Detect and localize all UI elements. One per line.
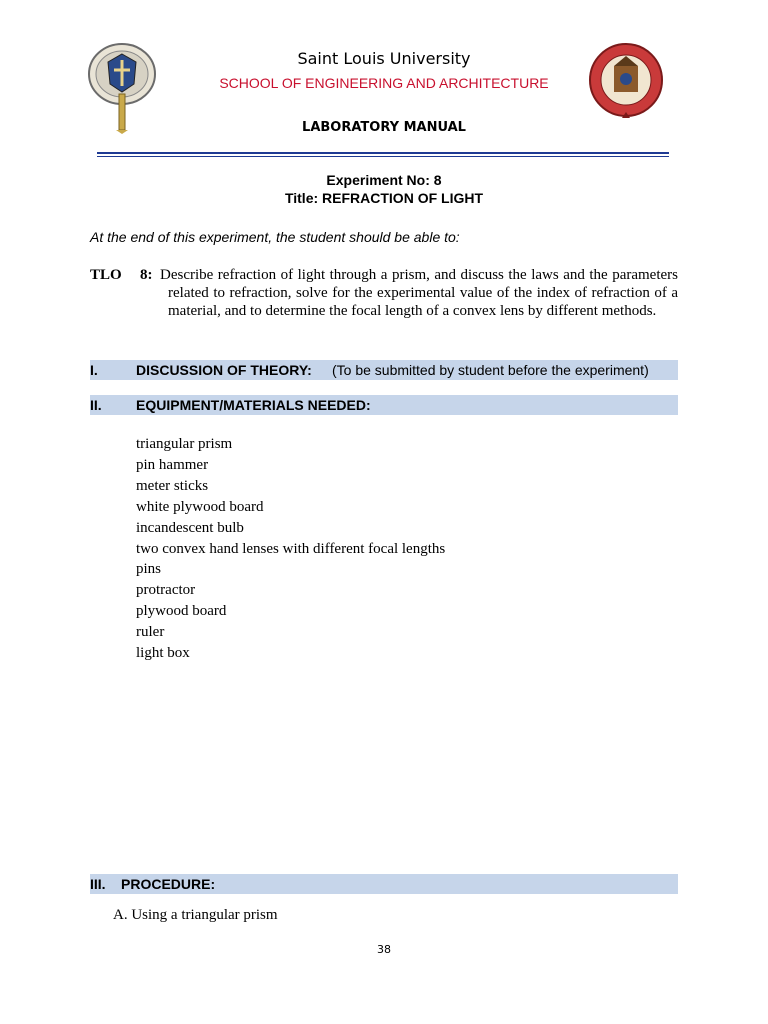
- procedure-subheading: A. Using a triangular prism: [113, 907, 278, 923]
- university-name: Saint Louis University: [297, 49, 471, 68]
- list-item: two convex hand lenses with different focal lengths: [136, 540, 446, 557]
- school-name: SCHOOL OF ENGINEERING AND ARCHITECTURE: [219, 75, 549, 91]
- equipment-list: [136, 434, 445, 664]
- section-procedure-band: [90, 874, 678, 894]
- section-procedure-heading: PROCEDURE:: [121, 876, 216, 892]
- page-number: 38: [377, 943, 391, 956]
- header-divider-thin: [97, 156, 669, 157]
- experiment-title: Title: REFRACTION OF LIGHT: [284, 190, 484, 206]
- tlo-block: [90, 266, 678, 320]
- section-equipment-heading: EQUIPMENT/MATERIALS NEEDED:: [136, 397, 371, 413]
- list-item: meter sticks: [136, 477, 209, 494]
- section-procedure-numeral: III.: [90, 876, 106, 892]
- tlo-label: TLO: [90, 267, 122, 283]
- list-item: triangular prism: [136, 436, 233, 452]
- header-divider: [97, 152, 669, 154]
- list-item: light box: [136, 645, 190, 662]
- experiment-number: Experiment No: 8: [326, 172, 442, 188]
- section-theory-numeral: I.: [90, 362, 98, 378]
- list-item: ruler: [136, 624, 165, 641]
- section-equipment-numeral: II.: [90, 397, 102, 413]
- section-theory-band: [90, 360, 678, 380]
- section-theory-note: (To be submitted by student before the experiment): [332, 362, 649, 378]
- section-theory-heading: DISCUSSION OF THEORY:: [136, 362, 312, 378]
- list-item: plywood board: [136, 603, 227, 620]
- tlo-number: 8:: [140, 267, 153, 283]
- list-item: white plywood board: [136, 498, 264, 515]
- list-item: protractor: [136, 582, 196, 599]
- intro-text: At the end of this experiment, the student should be able to:: [90, 229, 460, 245]
- list-item: pins: [136, 561, 162, 578]
- section-equipment-band: [90, 395, 678, 415]
- tlo-text: Describe refraction of light through a prism, and discuss the laws and the parameters related to refraction, solve for the experimental value of the index of refraction of a material, and to determine the focal length of a convex lens by different methods.: [160, 267, 678, 319]
- manual-title: LABORATORY MANUAL: [302, 120, 466, 135]
- list-item: incandescent bulb: [136, 519, 244, 536]
- list-item: pin hammer: [136, 456, 209, 473]
